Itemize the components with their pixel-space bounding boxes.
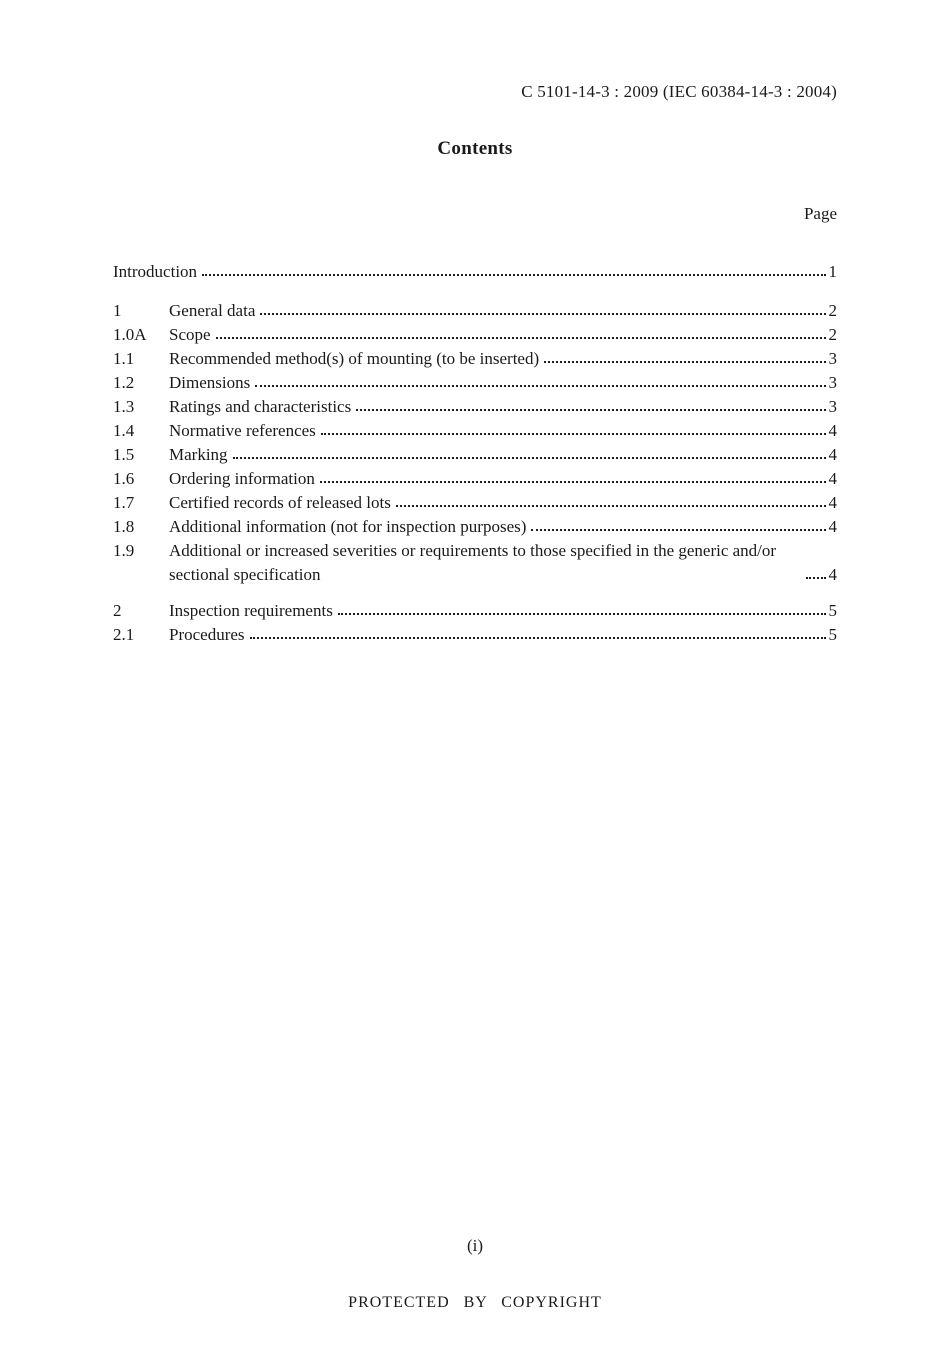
toc-entry-page: 1: [828, 262, 837, 281]
dot-leader: [255, 385, 825, 387]
toc-row-1-7: [113, 491, 837, 515]
toc-entry-number: 2.1: [113, 625, 135, 644]
toc-entry-number: 1.6: [113, 469, 135, 488]
toc-entry-label: Inspection requirements: [169, 601, 333, 620]
toc-entry-label: Introduction: [113, 262, 198, 281]
toc-row-2: [113, 599, 837, 623]
copyright-notice: PROTECTED BY COPYRIGHT: [348, 1294, 602, 1311]
toc-entry-number: 1.7: [113, 493, 135, 512]
toc-entry-page: 3: [828, 373, 837, 392]
page-column-label: Page: [803, 204, 837, 223]
toc-row-1-3: [113, 395, 837, 419]
toc-row-1-5: [113, 443, 837, 467]
toc-entry-label: Dimensions: [169, 373, 251, 392]
toc-row-1: [113, 299, 837, 323]
toc-entry-page: 5: [828, 625, 837, 644]
toc-entry-number: 1.2: [113, 373, 135, 392]
toc-entry-number: 1.3: [113, 397, 135, 416]
dot-leader: [260, 313, 825, 315]
dot-leader: [233, 457, 826, 459]
toc-entry-page: 4: [828, 565, 837, 584]
dot-leader: [396, 505, 826, 507]
toc-row-1-1: [113, 347, 837, 371]
dot-leader: [320, 481, 826, 483]
dot-leader: [544, 361, 825, 363]
toc-entry-label: Marking: [169, 445, 228, 464]
toc-entry-label: Certified records of released lots: [169, 493, 391, 512]
toc-entry-number: 1: [113, 301, 122, 320]
toc-entry-label: Scope: [169, 325, 211, 344]
toc-entry-label: Normative references: [169, 421, 316, 440]
toc-entry-number: 2: [113, 601, 122, 620]
dot-leader: [806, 577, 826, 579]
dot-leader: [531, 529, 825, 531]
header-doc-reference: C 5101-14-3 : 2009 (IEC 60384-14-3 : 2004): [521, 82, 837, 101]
toc-entry-page: 5: [828, 601, 837, 620]
toc-entry-number: 1.1: [113, 349, 135, 368]
toc-entry-page: 4: [828, 421, 837, 440]
table-of-contents: [113, 260, 837, 647]
toc-entry-page: 4: [828, 469, 837, 488]
footer-page-number: (i): [466, 1236, 484, 1255]
toc-entry-number: 1.4: [113, 421, 135, 440]
toc-entry-page: 2: [828, 301, 837, 320]
toc-row-1-4: [113, 419, 837, 443]
toc-entry-page: 3: [828, 349, 837, 368]
toc-entry-label: Ratings and characteristics: [169, 397, 352, 416]
page-title: Contents: [437, 138, 513, 159]
toc-row-1-9: [113, 539, 837, 587]
toc-entry-page: 4: [828, 445, 837, 464]
dot-leader: [216, 337, 826, 339]
toc-row-1-6: [113, 467, 837, 491]
toc-row-1-2: [113, 371, 837, 395]
toc-entry-number: 1.8: [113, 517, 135, 536]
toc-entry-label: Recommended method(s) of mounting (to be inserted): [169, 349, 540, 368]
toc-entry-label: Additional information (not for inspection purposes): [169, 517, 527, 536]
toc-entry-label: General data: [169, 301, 256, 320]
toc-entry-number: 1.0A: [113, 325, 147, 344]
toc-entry-label: Ordering information: [169, 469, 315, 488]
toc-row-1-0A: [113, 323, 837, 347]
toc-entry-page: 4: [828, 493, 837, 512]
dot-leader: [356, 409, 825, 411]
toc-entry-page: 4: [828, 517, 837, 536]
toc-entry-label: Procedures: [169, 625, 245, 644]
toc-row-1-8: [113, 515, 837, 539]
toc-entry-label: Additional or increased severities or requirements to those specified in the generic and/or sectional specification: [169, 541, 777, 584]
dot-leader: [250, 637, 826, 639]
toc-entry-page: 3: [828, 397, 837, 416]
dot-leader: [202, 274, 825, 276]
toc-row-2-1: [113, 623, 837, 647]
toc-entry-number: 1.9: [113, 541, 135, 560]
toc-row-introduction: [113, 260, 837, 284]
toc-entry-number: 1.5: [113, 445, 135, 464]
dot-leader: [338, 613, 826, 615]
dot-leader: [321, 433, 826, 435]
toc-entry-page: 2: [828, 325, 837, 344]
